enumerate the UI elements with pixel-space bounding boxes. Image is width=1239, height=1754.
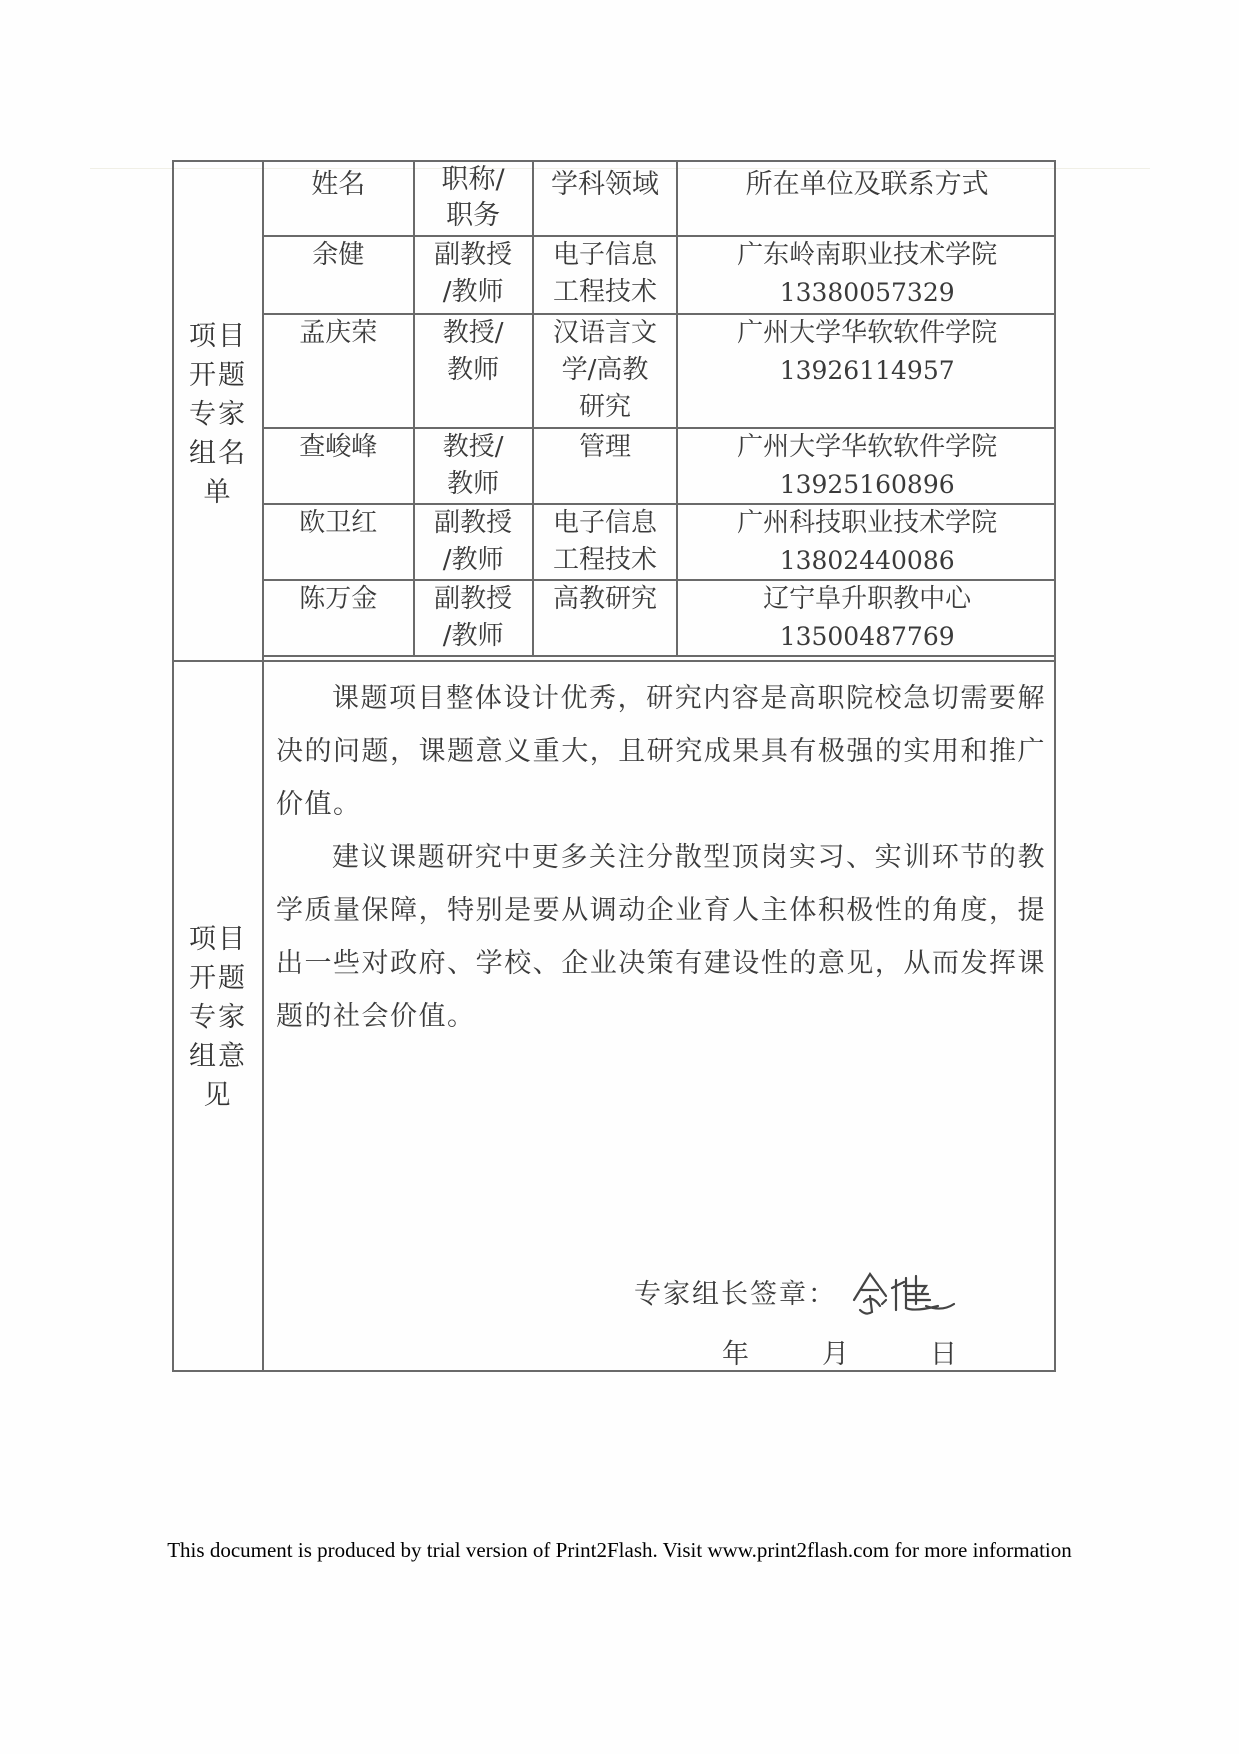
header-title [414, 162, 533, 236]
table-row [264, 580, 1056, 656]
opinion-section-label [174, 920, 262, 1115]
table-header-row [264, 162, 1056, 236]
header-org: 所在单位及联系方式 [677, 162, 1056, 236]
title-line: 副教授 [434, 584, 513, 614]
header-title-line: 职称/ [441, 164, 505, 195]
field-line: 电子信息 [552, 240, 657, 270]
table-row [264, 314, 1056, 428]
title-line: 教授/ [442, 318, 504, 348]
org-phone: 13925160896 [779, 470, 955, 499]
label-line: 项目 [189, 321, 247, 352]
field-line: 汉语言文 [552, 318, 657, 348]
table-row [264, 504, 1056, 580]
expert-org [677, 504, 1056, 580]
expert-org [677, 580, 1056, 656]
expert-name: 查峻峰 [264, 428, 414, 504]
expert-title [414, 580, 533, 656]
field-line: 工程技术 [552, 545, 657, 575]
header-name: 姓名 [264, 162, 414, 236]
label-line: 开题 [189, 963, 247, 994]
table-row [264, 428, 1056, 504]
expert-title [414, 428, 533, 504]
org-phone: 13380057329 [779, 278, 955, 307]
header-field: 学科领域 [533, 162, 678, 236]
field-line: 电子信息 [552, 508, 657, 538]
label-line: 见 [203, 1080, 233, 1111]
expert-org [677, 314, 1056, 428]
field-line: 工程技术 [552, 277, 657, 307]
date-day: 日 [930, 1339, 957, 1370]
label-line: 组意 [189, 1041, 247, 1072]
label-line: 开题 [189, 360, 247, 391]
title-line: /教师 [442, 621, 504, 651]
handwritten-signature [842, 1260, 962, 1320]
opinion-paragraph: 课题项目整体设计优秀，研究内容是高职院校急切需要解决的问题，课题意义重大，且研究成果具有极强的实用和推广价值。 [276, 683, 1046, 820]
expert-field [533, 580, 678, 656]
expert-field [533, 314, 678, 428]
expert-title [414, 504, 533, 580]
title-line: /教师 [442, 277, 504, 307]
label-line: 专家 [189, 399, 247, 430]
members-section-label [174, 317, 262, 512]
expert-name: 孟庆荣 [264, 314, 414, 428]
label-line: 组名 [189, 438, 247, 469]
org-phone: 13926114957 [779, 356, 955, 385]
title-line: 副教授 [434, 508, 513, 538]
sign-label: 专家组长签章： [634, 1279, 837, 1310]
expert-org [677, 236, 1056, 314]
org-name: 广州大学华软软件学院 [737, 318, 998, 348]
title-line: /教师 [442, 545, 504, 575]
org-phone: 13500487769 [779, 622, 955, 651]
date-year: 年 [722, 1339, 749, 1370]
expert-name: 陈万金 [264, 580, 414, 656]
date-month: 月 [822, 1339, 849, 1370]
label-line: 单 [203, 477, 233, 508]
section-divider [174, 660, 1054, 662]
field-line: 研究 [578, 392, 631, 422]
expert-field [533, 428, 678, 504]
expert-org [677, 428, 1056, 504]
field-line: 学/高教 [561, 355, 649, 385]
org-name: 广东岭南职业技术学院 [737, 240, 998, 270]
field-line: 管理 [578, 432, 631, 462]
field-line: 高教研究 [552, 584, 657, 614]
label-line: 专家 [189, 1002, 247, 1033]
title-line: 教师 [447, 355, 500, 385]
expert-name: 欧卫红 [264, 504, 414, 580]
expert-field [533, 236, 678, 314]
expert-name: 余健 [264, 236, 414, 314]
opinion-paragraph: 建议课题研究中更多关注分散型顶岗实习、实训环节的教学质量保障，特别是要从调动企业育人主体积极性的角度，提出一些对政府、学校、企业决策有建设性的意见，从而发挥课题的社会价值。 [276, 842, 1046, 1032]
title-line: 副教授 [434, 240, 513, 270]
title-line: 教授/ [442, 432, 504, 462]
org-name: 辽宁阜升职教中心 [763, 584, 972, 614]
expert-table [264, 162, 1056, 657]
org-phone: 13802440086 [779, 546, 955, 575]
expert-opinion-text [276, 672, 1046, 1043]
expert-form [172, 160, 1056, 1372]
title-line: 教师 [447, 469, 500, 499]
expert-title [414, 314, 533, 428]
expert-field [533, 504, 678, 580]
table-row [264, 236, 1056, 314]
org-name: 广州大学华软软件学院 [737, 432, 998, 462]
label-line: 项目 [189, 924, 247, 955]
header-title-line: 职务 [446, 200, 501, 231]
org-name: 广州科技职业技术学院 [737, 508, 998, 538]
expert-title [414, 236, 533, 314]
trial-footer: This document is produced by trial version of Print2Flash. Visit www.print2flash.com for more information [167, 1538, 1072, 1562]
